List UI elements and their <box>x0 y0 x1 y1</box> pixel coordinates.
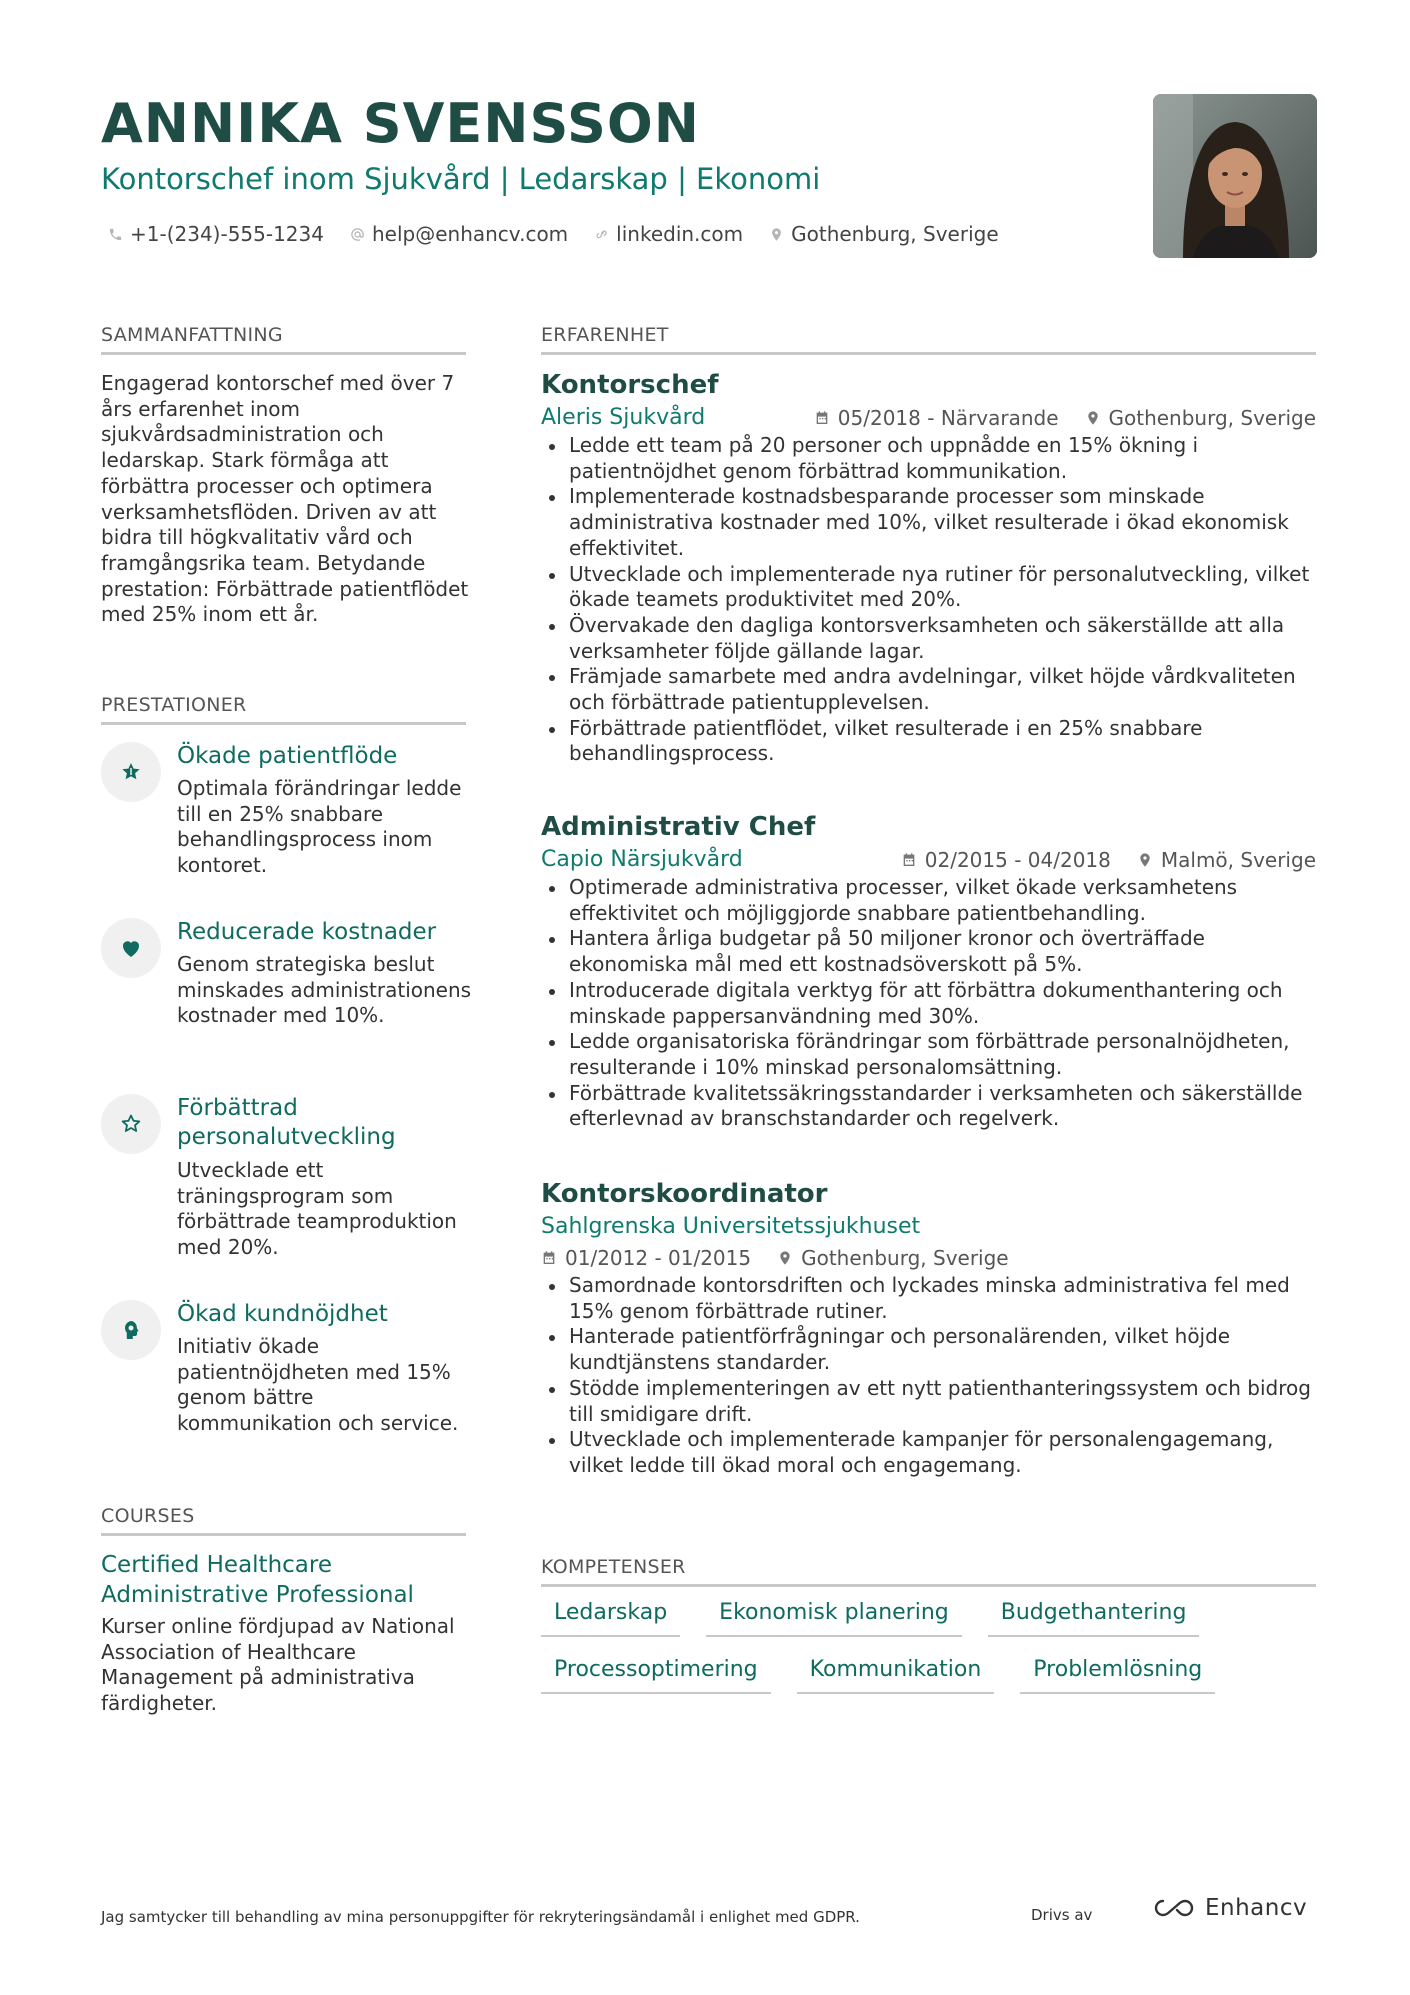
course-desc: Kurser online fördjupad av National Association of Healthcare Management på administrativa färdigheter. <box>101 1614 455 1716</box>
achievement-icon-badge <box>101 1300 161 1360</box>
achievement-icon-badge <box>101 918 161 978</box>
bullet-item: Ledde ett team på 20 personer och uppnådde en 15% ökning i patientnöjdhet genom förbättrad kommunikation. <box>541 433 1316 484</box>
summary-text: Engagerad kontorschef med över 7 års erfarenhet inom sjukvårdsadministration och ledarskap. Stark förmåga att förbättra processer och optimera verksamhetsflöden. Driven av att bidra till högkvalitativ vård och framgångsrika team. Betydande prestation: Förbättrade patientflödet med 25% inom ett år. <box>101 371 469 627</box>
calendar-icon <box>814 410 830 426</box>
job-meta <box>541 1211 1316 1242</box>
skill-tag: Ledarskap <box>541 1600 680 1637</box>
courses-heading: COURSES <box>101 1505 466 1536</box>
calendar-icon <box>901 852 917 868</box>
heart-icon <box>119 936 143 960</box>
linkedin-text: linkedin.com <box>616 222 744 246</box>
job-entry <box>541 810 1316 1132</box>
powered-by-label: Drivs av <box>1031 1906 1093 1924</box>
candidate-name: ANNIKA SVENSSON <box>101 92 700 155</box>
skill-tag: Kommunikation <box>797 1657 995 1694</box>
location-pin-icon <box>1137 852 1153 868</box>
job-title: Administrativ Chef <box>541 812 816 842</box>
achievement-icon-badge <box>101 1094 161 1154</box>
job-title: Kontorschef <box>541 370 719 400</box>
dates-text: 05/2018 - Närvarande <box>837 405 1059 430</box>
achievements-heading: PRESTATIONER <box>101 694 466 725</box>
bullet-item: Förbättrade patientflödet, vilket resulterade i en 25% snabbare behandlingsprocess. <box>541 716 1316 767</box>
job-dates <box>901 848 1111 872</box>
dates-text: 01/2012 - 01/2015 <box>565 1245 752 1270</box>
achievement-title: Ökad kundnöjdhet <box>177 1301 388 1327</box>
at-icon <box>350 227 365 242</box>
company-name: Aleris Sjukvård <box>541 405 706 430</box>
achievement-icon-badge <box>101 742 161 802</box>
achievement-title: Förbättrad personalutveckling <box>177 1095 396 1150</box>
profile-photo <box>1153 94 1317 258</box>
bullet-item: Främjade samarbete med andra avdelningar, vilket höjde vårdkvaliteten och förbättrade patientupplevelsen. <box>541 664 1316 715</box>
calendar-icon <box>541 1250 557 1266</box>
bullet-item: Stödde implementeringen av ett nytt patienthanteringssystem och bidrog till smidigare drift. <box>541 1376 1316 1427</box>
skill-tag: Ekonomisk planering <box>706 1600 962 1637</box>
job-dates <box>541 1246 751 1270</box>
job-meta-right <box>901 848 1316 872</box>
bullet-item: Hantera årliga budgetar på 50 miljoner kronor och överträffade ekonomiska mål med ett kostnadsöverskott på 5%. <box>541 926 1316 977</box>
job-meta-line <box>541 1242 1316 1273</box>
bullet-item: Förbättrade kvalitetssäkringsstandarder i verksamheten och säkerställde efterlevnad av branschstandarder och regelverk. <box>541 1081 1316 1132</box>
experience-heading: ERFARENHET <box>541 324 1316 355</box>
candidate-headline: Kontorschef inom Sjukvård | Ledarskap | Ekonomi <box>101 162 821 196</box>
job-meta <box>541 402 1316 433</box>
summary-heading: SAMMANFATTNING <box>101 324 466 355</box>
skills-row <box>541 1600 1316 1637</box>
location-pin-icon <box>1085 410 1101 426</box>
skill-tag: Processoptimering <box>541 1657 771 1694</box>
bullet-item: Implementerade kostnadsbesparande processer som minskade administrativa kostnader med 10%, vilket resulterade i ökad ekonomisk effektivitet. <box>541 484 1316 561</box>
head-icon <box>119 1318 143 1342</box>
portrait-illustration <box>1153 94 1317 258</box>
location-pin-icon <box>769 227 784 242</box>
achievement-title: Ökade patientflöde <box>177 743 398 769</box>
infinity-logo-icon <box>1151 1895 1197 1921</box>
location-text: Gothenburg, Sverige <box>791 222 999 246</box>
course-title: Certified Healthcare Administrative Professional <box>101 1552 414 1608</box>
job-location <box>1137 848 1316 872</box>
job-dates <box>814 406 1059 430</box>
achievement-desc: Genom strategiska beslut minskades administrationens kostnader med 10%. <box>177 952 472 1028</box>
email-text: help@enhancv.com <box>371 222 569 246</box>
job-bullets <box>541 1273 1316 1479</box>
achievement-desc: Optimala förändringar ledde till en 25% snabbare behandlingsprocess inom kontoret. <box>177 776 462 878</box>
location-pin-icon <box>777 1250 793 1266</box>
job-entry <box>541 1177 1316 1479</box>
location-text: Gothenburg, Sverige <box>801 1245 1009 1270</box>
dates-text: 02/2015 - 04/2018 <box>924 847 1111 872</box>
job-entry <box>541 368 1316 767</box>
bullet-item: Ledde organisatoriska förändringar som förbättrade personalnöjdheten, resulterande i 10% minskad personalomsättning. <box>541 1029 1316 1080</box>
skill-tag: Problemlösning <box>1020 1657 1215 1694</box>
achievement-desc: Utvecklade ett träningsprogram som förbättrade teamproduktion med 20%. <box>177 1158 457 1260</box>
brand-name: Enhancv <box>1205 1895 1308 1921</box>
phone-text: +1-(234)-555-1234 <box>130 222 324 246</box>
job-meta <box>541 844 1316 875</box>
link-icon <box>594 227 609 242</box>
star-icon <box>119 760 143 784</box>
skills-list <box>541 1600 1316 1714</box>
location-text: Malmö, Sverige <box>1160 847 1316 872</box>
job-title: Kontorskoordinator <box>541 1179 828 1209</box>
star-outline-icon <box>119 1112 143 1136</box>
contact-email[interactable] <box>350 222 568 246</box>
contact-linkedin[interactable] <box>594 222 743 246</box>
contact-location <box>769 222 999 246</box>
job-location <box>777 1246 1009 1270</box>
achievement-title: Reducerade kostnader <box>177 919 437 945</box>
bullet-item: Introducerade digitala verktyg för att förbättra dokumenthantering och minskade pappersanvändning med 30%. <box>541 978 1316 1029</box>
job-bullets <box>541 875 1316 1132</box>
achievement-desc: Initiativ ökade patientnöjdheten med 15% genom bättre kommunikation och service. <box>177 1334 459 1436</box>
bullet-item: Optimerade administrativa processer, vilket ökade verksamhetens effektivitet och möjliggjorde snabbare patientbehandling. <box>541 875 1316 926</box>
phone-icon <box>108 227 123 242</box>
company-name: Capio Närsjukvård <box>541 847 743 872</box>
skills-heading: KOMPETENSER <box>541 1556 1316 1587</box>
bullet-item: Utvecklade och implementerade kampanjer för personalengagemang, vilket ledde till ökad moral och engagemang. <box>541 1427 1316 1478</box>
company-name: Sahlgrenska Universitetssjukhuset <box>541 1214 921 1239</box>
location-text: Gothenburg, Sverige <box>1108 405 1316 430</box>
bullet-item: Hanterade patientförfrågningar och personalärenden, vilket höjde kundtjänstens standarder. <box>541 1324 1316 1375</box>
bullet-item: Utvecklade och implementerade nya rutiner för personalutveckling, vilket ökade teamets produktivitet med 20%. <box>541 562 1316 613</box>
contact-bar <box>108 222 999 246</box>
job-location <box>1085 406 1317 430</box>
contact-phone <box>108 222 324 246</box>
skill-tag: Budgethantering <box>988 1600 1200 1637</box>
bullet-item: Samordnade kontorsdriften och lyckades minska administrativa fel med 15% genom förbättrade rutiner. <box>541 1273 1316 1324</box>
brand-logo[interactable] <box>1151 1895 1307 1921</box>
job-meta-right <box>814 406 1316 430</box>
gdpr-consent: Jag samtycker till behandling av mina personuppgifter för rekryteringsändamål i enlighet med GDPR. <box>101 1908 860 1926</box>
bullet-item: Övervakade den dagliga kontorsverksamheten och säkerställde att alla verksamheter följde gällande lagar. <box>541 613 1316 664</box>
skills-row <box>541 1657 1316 1694</box>
job-bullets <box>541 433 1316 767</box>
